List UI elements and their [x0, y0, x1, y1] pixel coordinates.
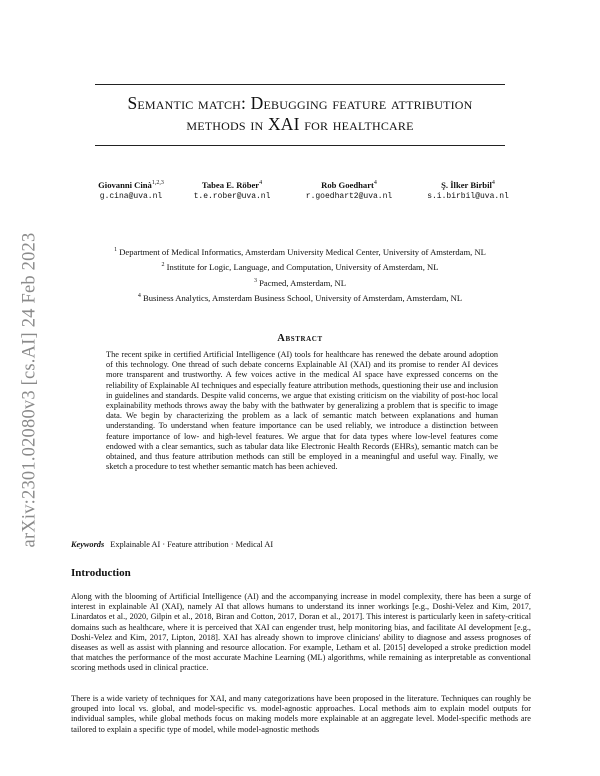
- affiliation-line: $^1$ Department of Medical Informatics, Amsterdam University Medical Center, University of Amsterdam, NL: [114, 247, 486, 257]
- author-email: g.cina@uva.nl: [99, 191, 163, 201]
- keywords-line: [71, 540, 531, 549]
- paper-title-line-2: methods in XAI for healthcare: [186, 114, 414, 134]
- affiliation-line: $^3$ Pacmed, Amsterdam, NL: [253, 278, 347, 288]
- author-block: [289, 178, 409, 202]
- keywords-text: Explainable AI · Feature attribution · Medical AI: [110, 540, 274, 549]
- author-block: [408, 178, 528, 202]
- affiliation-line: $^4$ Business Analytics, Amsterdam Business School, University of Amsterdam, Amsterdam, NL: [137, 293, 463, 303]
- author-affiliation-marker: 4: [259, 180, 263, 186]
- author-email: t.e.rober@uva.nl: [193, 191, 271, 201]
- author-block: [172, 178, 292, 202]
- author-name: Rob Goedhart: [321, 179, 374, 190]
- author-affiliation-marker: 4: [491, 180, 495, 186]
- author-name: Giovanni Cinà: [98, 179, 152, 190]
- author-affiliation-marker: 1,2,3: [151, 180, 164, 186]
- author-affiliation-marker: 4: [373, 180, 377, 186]
- affiliation-line: $^2$ Institute for Logic, Language, and Computation, University of Amsterdam, NL: [161, 262, 439, 272]
- title-rule-bottom: [95, 145, 505, 146]
- abstract-body: The recent spike in certified Artificial Intelligence (AI) tools for healthcare has renewed the debate around adoption of this technology. One thread of such debate concerns Explainable AI (XAI) and its promise to render AI devices more transparent and trustworthy. A few voices active in the medical AI space have expressed concerns on the reliability of Explainable AI techniques and especially feature attribution methods, questioning their use and inclusion in guidelines and standards. Despite valid concerns, we argue that existing criticism on the viability of post-hoc local explainability methods throws away the baby with the bathwater by generalizing a problem that is specific to image data. We begin by characterizing the problem as a lack of semantic match between explanations and human understanding. To understand when feature importance can be used reliably, we introduce a distinction between feature importance of low- and high-level features. We argue that for data types where low-level features come endowed with a clear semantics, such as tabular data like Electronic Health Records (EHRs), semantic match can be obtained, and thus feature attribution methods can still be employed in a meaningful and useful way. Finally, we sketch a procedure to test whether semantic match has been achieved.: [106, 350, 498, 472]
- introduction-paragraph-2: There is a wide variety of techniques for XAI, and many categorizations have been proposed in the literature. Techniques can roughly be grouped into local vs. global, and model-specific vs. model-agnostic approaches. Local methods aim to explain model outputs for individual samples, while global methods focus on making models more explainable at an aggregate level. Model-specific methods are tailored to explain a specific type of model, while model-agnostic methods: [71, 694, 531, 734]
- paper-title: [70, 93, 530, 135]
- author-email: s.i.birbil@uva.nl: [427, 191, 509, 201]
- author-name: Ş. İlker Birbil: [441, 179, 492, 190]
- introduction-paragraph-1: Along with the blooming of Artificial Intelligence (AI) and the accompanying increase in model complexity, there has been a surge of interest in explainable AI (XAI), namely AI that allows humans to understand its inner workings [e.g., Doshi-Velez and Kim, 2017, Linardatos et al., 2020, Gilpin et al., 2018, Biran and Cotton, 2017, Doran et al., 2017]. This interest is particularly keen in safety-critical domains such as healthcare, where it is perceived that XAI can engender trust, help monitoring bias, and facilitate AI development [e.g., Doshi-Velez and Kim, 2017, Lipton, 2018]. XAI has already shown to improve clinicians' ability to diagnose and assess prognoses of diseases as well as assist with planning and resource allocation. For example, Letham et al. [2015] developed a stroke prediction model that matches the performance of the most accurate Machine Learning (ML) algorithms, while remaining as interpretable as conventional scoring methods used in clinical practice.: [71, 592, 531, 673]
- paper-title-line-1: Semantic match: Debugging feature attribution: [127, 93, 473, 113]
- arxiv-identifier-text: arXiv:2301.02080v3 [cs.AI] 24 Feb 2023: [19, 232, 40, 548]
- author-email: r.goedhart2@uva.nl: [305, 191, 393, 201]
- keywords-label: Keywords: [71, 540, 105, 549]
- abstract-heading: Abstract: [277, 333, 323, 344]
- author-name: Tabea E. Röber: [201, 179, 260, 190]
- section-heading-introduction: Introduction: [71, 567, 131, 579]
- title-rule-top: [95, 84, 505, 85]
